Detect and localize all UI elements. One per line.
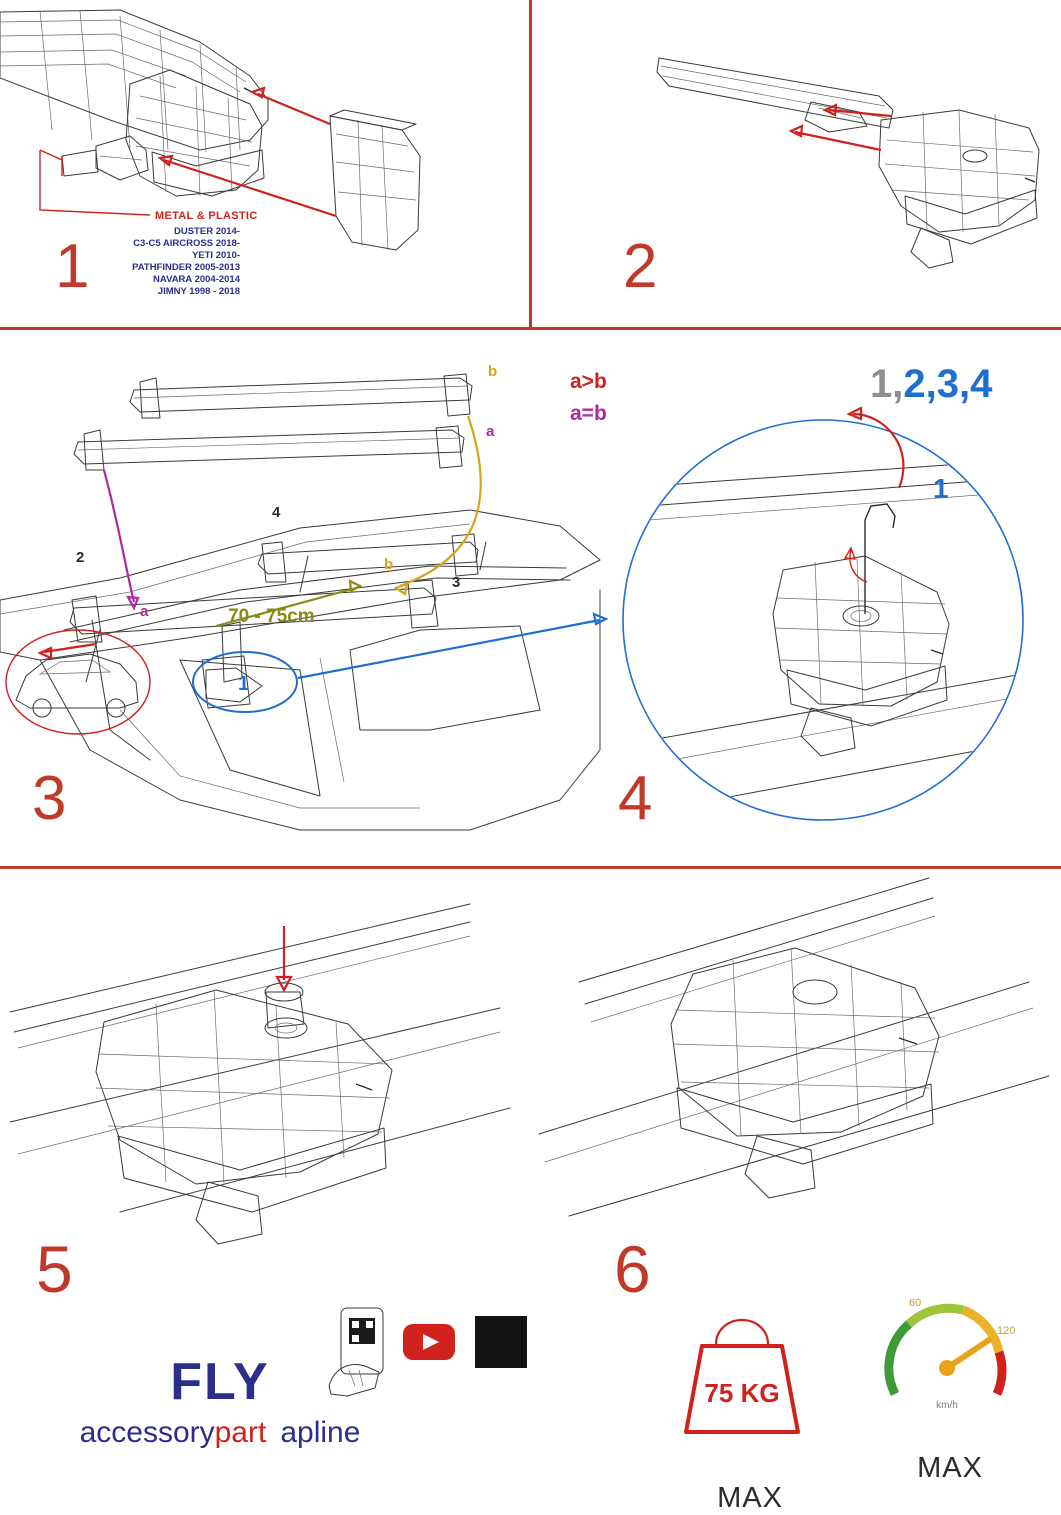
clamp-cap-closed	[671, 948, 939, 1198]
sequence-label	[870, 362, 992, 407]
distance-label: 70 - 75cm	[228, 606, 315, 627]
media-icons-row	[325, 1300, 525, 1410]
divider-middle	[0, 866, 1061, 869]
speed-unit-label: km/h	[936, 1400, 958, 1411]
sequence-blue: 2,3,4	[903, 362, 993, 406]
step-number-2: 2	[623, 232, 658, 301]
step-number-1: 1	[55, 232, 90, 301]
bar-label-2: 2	[76, 549, 85, 566]
vehicle-3: YETI 2010-	[191, 250, 240, 261]
compare-a-equals-b: a=b	[570, 402, 607, 425]
curve-a-magenta	[104, 470, 134, 602]
allen-key	[865, 504, 895, 614]
label-b-bottom: b	[384, 556, 394, 573]
brand-title: FLY	[170, 1353, 270, 1411]
bar-label-3: 3	[452, 574, 461, 591]
car-roof-drawing	[0, 510, 600, 833]
speed-max-label: MAX	[917, 1452, 983, 1484]
weight-icon	[686, 1320, 798, 1432]
panel-step-3	[0, 330, 615, 865]
gauge-min-label: 60	[909, 1297, 922, 1309]
bar-end-drawing	[657, 58, 893, 132]
qr-code-icon	[475, 1316, 527, 1368]
plastic-cover-part	[330, 110, 420, 250]
weight-limit-block	[680, 1300, 820, 1514]
vehicle-6: JIMNY 1998 - 2018	[157, 286, 240, 297]
brand-sub-apline: apline	[280, 1416, 361, 1449]
step1-heading: METAL & PLASTIC	[155, 210, 258, 222]
clamp-foot-drawing	[879, 110, 1039, 268]
panel-step-5	[0, 872, 529, 1232]
brand-sub-accessory: accessory	[79, 1416, 215, 1449]
brand-sub-part: part	[214, 1416, 267, 1449]
compare-a-greater-b: a>b	[570, 370, 607, 393]
arrow-red-bottom	[795, 132, 881, 150]
panel-step-4	[615, 362, 1061, 865]
panel-step-2	[529, 0, 1061, 327]
label-a-top: a	[486, 423, 495, 440]
crossbar-rear	[258, 534, 478, 582]
roof-rail-drawing	[0, 10, 268, 152]
zoom-circle	[623, 420, 1023, 820]
step-number-4: 4	[618, 764, 653, 833]
label-a-bottom: a	[140, 603, 149, 620]
speed-limit-block	[875, 1290, 1025, 1484]
arrow-red-2	[164, 160, 336, 216]
callout-number-1: 1	[933, 473, 949, 504]
youtube-icon	[403, 1324, 455, 1360]
clamp-body-drawing	[62, 70, 264, 196]
weight-value: 75 KG	[704, 1378, 780, 1408]
step-number-6: 6	[614, 1232, 651, 1306]
arrow-red-top	[829, 110, 891, 116]
loose-bar-top	[130, 374, 472, 418]
callout-arrow-red	[853, 414, 903, 488]
arrow-red-1	[258, 94, 330, 124]
panel-step-6	[529, 872, 1061, 1232]
step-number-3: 3	[32, 764, 67, 833]
vehicle-5: NAVARA 2004-2014	[153, 274, 240, 285]
curve-b-gold	[400, 416, 481, 586]
car-direction-inset	[6, 630, 150, 734]
weight-max-label: MAX	[717, 1482, 783, 1514]
step-number-5: 5	[36, 1232, 73, 1306]
vehicle-1: DUSTER 2014-	[174, 226, 240, 237]
speedometer-icon	[889, 1297, 1016, 1411]
loose-bar-bottom	[74, 426, 464, 470]
bar-label-1: 1	[238, 673, 250, 695]
clamp-cap-open	[96, 983, 392, 1244]
vehicle-2: C3-C5 AIRCROSS 2018-	[133, 238, 240, 249]
label-b-top: b	[488, 363, 498, 380]
bar-label-4: 4	[272, 504, 281, 521]
sequence-gray: 1,	[870, 362, 904, 406]
gauge-max-label: 120	[997, 1325, 1016, 1337]
vehicle-4: PATHFINDER 2005-2013	[132, 262, 240, 273]
phone-scan-icon	[329, 1308, 383, 1396]
crossbar-front-lower	[202, 622, 262, 708]
